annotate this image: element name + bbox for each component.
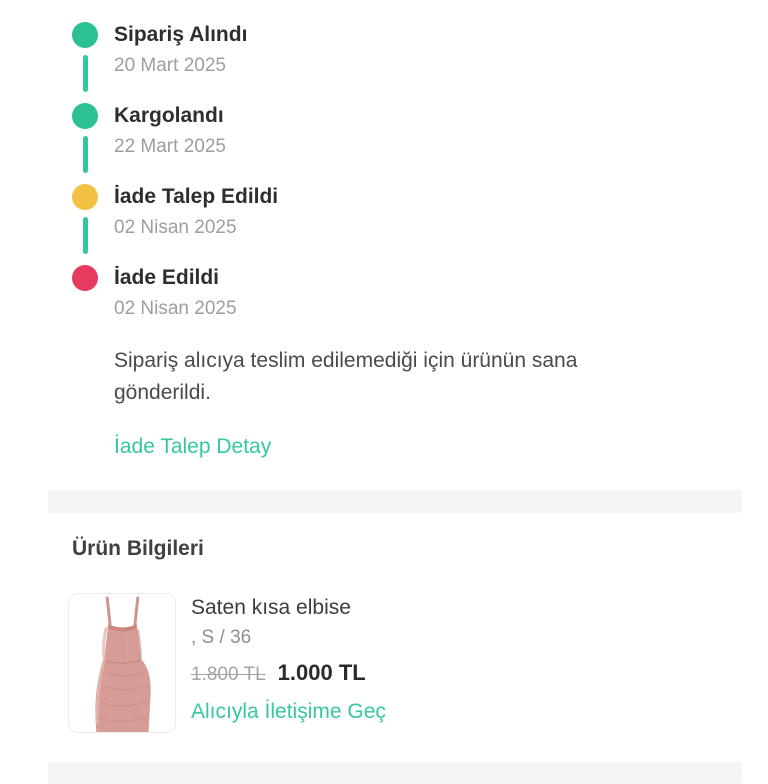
status-dot-order-received bbox=[72, 22, 98, 48]
old-price: 1.800 TL bbox=[191, 664, 266, 685]
product-info bbox=[191, 593, 386, 733]
section-divider bbox=[48, 490, 742, 513]
product-image[interactable] bbox=[68, 593, 176, 733]
step-body bbox=[114, 21, 247, 78]
product-info-heading: Ürün Bilgileri bbox=[72, 537, 204, 560]
timeline-step-returned bbox=[72, 264, 768, 345]
status-dot-returned bbox=[72, 265, 98, 291]
step-body bbox=[114, 264, 237, 321]
current-price: 1.000 TL bbox=[277, 660, 366, 685]
step-date: 22 Mart 2025 bbox=[114, 136, 226, 157]
step-body bbox=[114, 102, 226, 159]
product-size: , S / 36 bbox=[191, 627, 252, 648]
timeline-step-shipped bbox=[72, 102, 768, 183]
step-title: İade Talep Edildi bbox=[114, 185, 279, 208]
status-dot-shipped bbox=[72, 103, 98, 129]
step-date: 02 Nisan 2025 bbox=[114, 298, 237, 319]
return-detail-link[interactable]: İade Talep Detay bbox=[114, 435, 272, 458]
step-date: 20 Mart 2025 bbox=[114, 55, 226, 76]
step-title: Sipariş Alındı bbox=[114, 23, 248, 46]
order-timeline bbox=[0, 21, 768, 345]
dress-image bbox=[69, 594, 175, 732]
return-description: Sipariş alıcıya teslim edilemediği için ürünün sana gönderildi. bbox=[114, 349, 578, 404]
step-title: İade Edildi bbox=[114, 266, 220, 289]
price-row bbox=[191, 660, 386, 686]
step-date: 02 Nisan 2025 bbox=[114, 217, 237, 238]
product-card[interactable] bbox=[68, 593, 768, 733]
bottom-section-divider bbox=[48, 762, 742, 784]
product-title: Saten kısa elbise bbox=[191, 596, 351, 619]
contact-buyer-link[interactable]: Alıcıyla İletişime Geç bbox=[191, 700, 386, 723]
step-body bbox=[114, 183, 278, 240]
timeline-step-order-received bbox=[72, 21, 768, 102]
step-title: Kargolandı bbox=[114, 104, 224, 127]
timeline-step-return-requested bbox=[72, 183, 768, 264]
status-dot-return-requested bbox=[72, 184, 98, 210]
